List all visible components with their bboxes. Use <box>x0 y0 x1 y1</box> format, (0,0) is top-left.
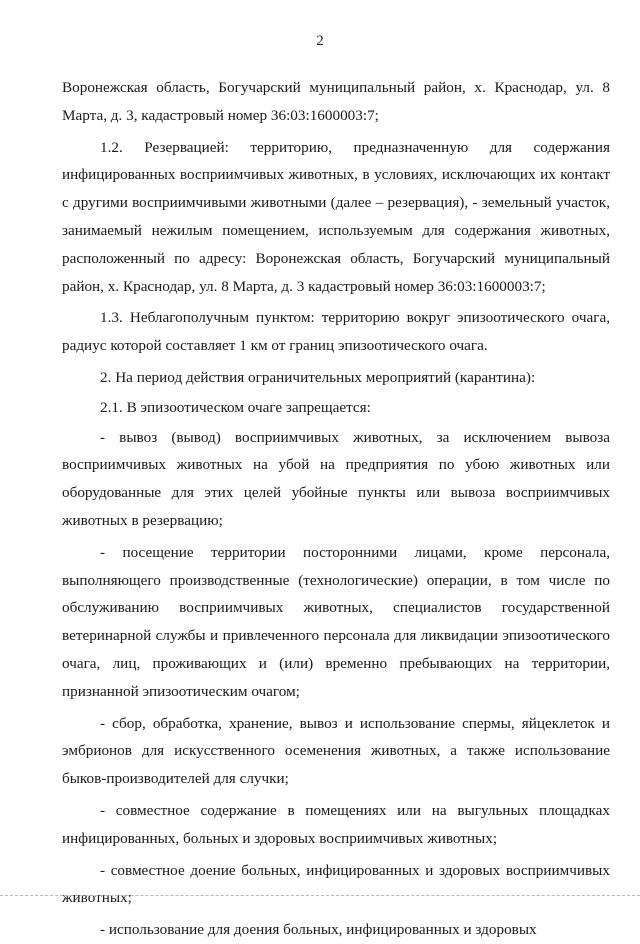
list-item: - сбор, обработка, хранение, вывоз и использование спермы, яйцеклеток и эмбрионов для искусственного осеменения животных, а также использование быков-производителей для случки; <box>62 714 610 788</box>
paragraph-2: 2. На период действия ограничительных мероприятий (карантина): <box>100 368 536 386</box>
list-item: - посещение территории посторонними лицами, кроме персонала, выполняющего производственные (технологические) операции, в том числе по обслуживанию восприимчивых животных, специалистов государственной ветеринарной службы и привлеченного персонала для ликвидации эпизоотического очага, лиц, проживающих и (или) временно пребывающих на территории, признанной эпизоотическим очагом; <box>62 543 610 700</box>
paragraph-1-2: 1.2. Резервацией: территорию, предназначенную для содержания инфицированных восприимчивых животных, в условиях, исключающих их контакт с другими восприимчивыми животными (далее – резервация), - земельный участок, занимаемый нежилым помещением, используемым для содержания животных, расположенный по адресу: Воронежская область, Богучарский муниципальный район, х. Краснодар, ул. 8 Марта, д. 3 кадастровый номер 36:03:1600003:7; <box>62 138 610 295</box>
list-item: - совместное содержание в помещениях или на выгульных площадках инфицированных, больных и здоровых восприимчивых животных; <box>62 801 610 847</box>
page-number: 2 <box>316 33 324 49</box>
paragraph-2-1: 2.1. В эпизоотическом очаге запрещается: <box>100 398 371 416</box>
document-body <box>62 74 610 944</box>
list-item: - совместное доение больных, инфицированных и здоровых восприимчивых животных; <box>62 861 610 907</box>
list-item: - использование для доения больных, инфицированных и здоровых <box>100 921 537 939</box>
paragraph-address: Воронежская область, Богучарский муниципальный район, х. Краснодар, ул. 8 Марта, д. 3, кадастровый номер 36:03:1600003:7; <box>62 79 610 124</box>
list-item: - вывоз (вывод) восприимчивых животных, за исключением вывоза восприимчивых животных на убой на предприятия по убою животных или оборудованные для этих целей убойные пункты или вывоза восприимчивых животных в резервацию; <box>62 428 610 529</box>
scan-edge-line <box>0 895 640 896</box>
paragraph-1-3: 1.3. Неблагополучным пунктом: территорию вокруг эпизоотического очага, радиус которой составляет 1 км от границ эпизоотического очага. <box>62 309 610 355</box>
